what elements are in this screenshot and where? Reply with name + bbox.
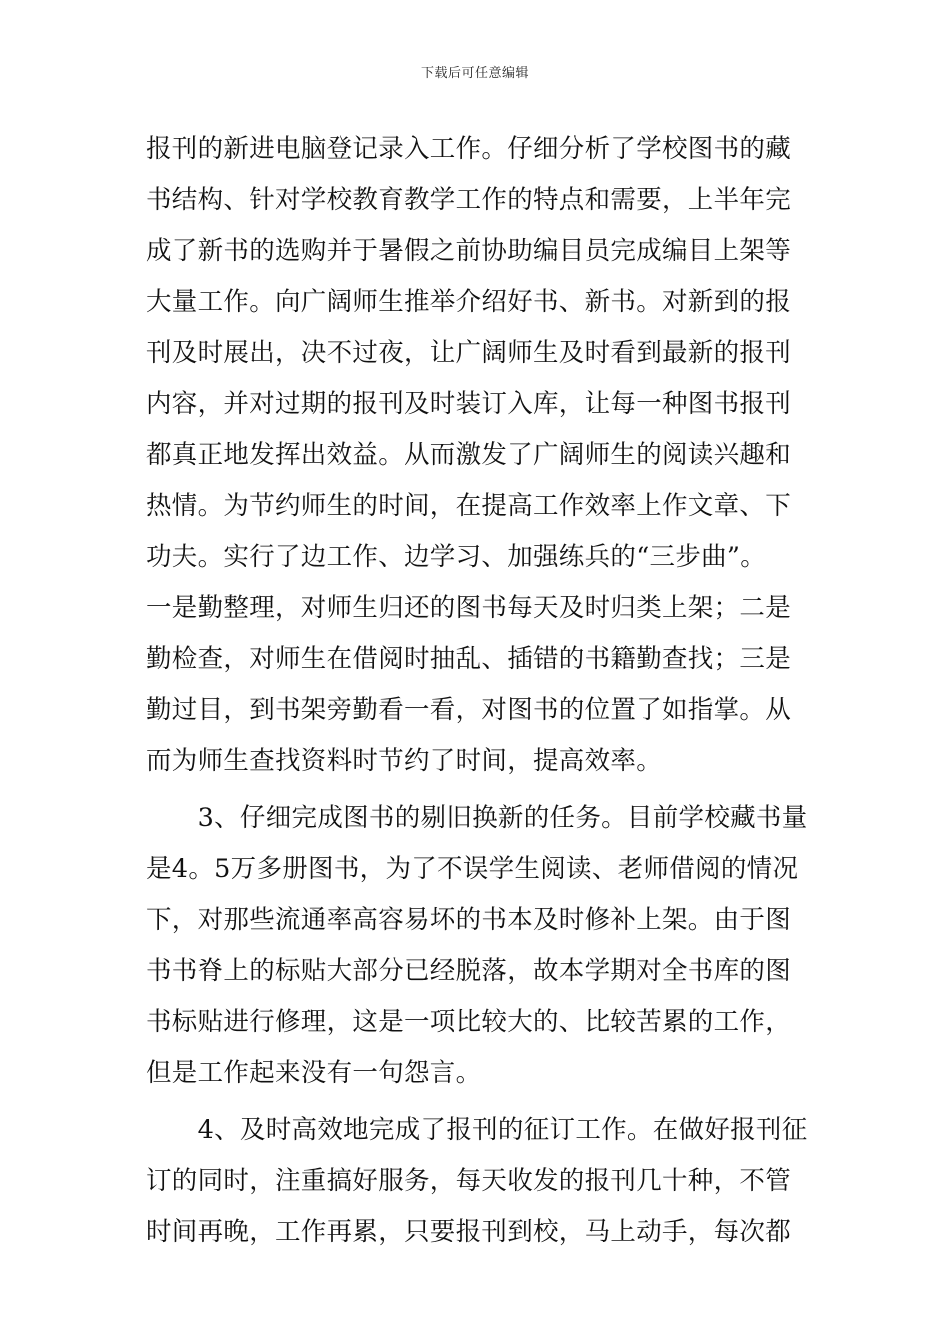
page-header: 下载后可任意编辑	[420, 66, 529, 81]
text-line: 勤过目，到书架旁勤看一看，对图书的位置了如指掌。从	[146, 695, 792, 725]
text-line: 内容，并对过期的报刊及时装订入库，让每一种图书报刊	[146, 389, 792, 419]
text-line: 是4。5万多册图书，为了不误学生阅读、老师借阅的情况	[146, 854, 799, 884]
paragraph	[146, 1105, 810, 1258]
text-line: 大量工作。向广阔师生推举介绍好书、新书。对新到的报	[146, 287, 792, 317]
paragraph	[146, 124, 810, 787]
text-line: 而为师生查找资料时节约了时间，提高效率。	[146, 746, 663, 776]
text-line: 成了新书的选购并于暑假之前协助编目员完成编目上架等	[146, 236, 792, 266]
text-line: 功夫。实行了边工作、边学习、加强练兵的“三步曲”。	[146, 542, 767, 572]
text-line: 书结构、针对学校教育教学工作的特点和需要，上半年完	[146, 185, 792, 215]
text-line: 3、仔细完成图书的剔旧换新的任务。目前学校藏书量	[146, 803, 808, 833]
text-line: 热情。为节约师生的时间，在提高工作效率上作文章、下	[146, 491, 792, 521]
text-line: 订的同时，注重搞好服务，每天收发的报刊几十种，不管	[146, 1166, 792, 1196]
text-line: 4、及时高效地完成了报刊的征订工作。在做好报刊征	[146, 1115, 808, 1145]
text-line: 刊及时展出，决不过夜，让广阔师生及时看到最新的报刊	[146, 338, 792, 368]
text-line: 一是勤整理，对师生归还的图书每天及时归类上架；二是	[146, 593, 792, 623]
text-line: 下，对那些流通率高容易坏的书本及时修补上架。由于图	[146, 905, 792, 935]
text-line: 但是工作起来没有一句怨言。	[146, 1058, 482, 1088]
text-line: 都真正地发挥出效益。从而激发了广阔师生的阅读兴趣和	[146, 440, 792, 470]
text-line: 书标贴进行修理，这是一项比较大的、比较苦累的工作，	[146, 1007, 792, 1037]
text-line: 时间再晚，工作再累，只要报刊到校，马上动手，每次都	[146, 1217, 792, 1247]
text-line: 报刊的新进电脑登记录入工作。仔细分析了学校图书的藏	[146, 134, 792, 164]
text-line: 书书脊上的标贴大部分已经脱落，故本学期对全书库的图	[146, 956, 792, 986]
paragraph	[146, 793, 810, 1099]
document-body	[146, 124, 810, 1258]
text-line: 勤检查，对师生在借阅时抽乱、插错的书籍勤查找；三是	[146, 644, 792, 674]
